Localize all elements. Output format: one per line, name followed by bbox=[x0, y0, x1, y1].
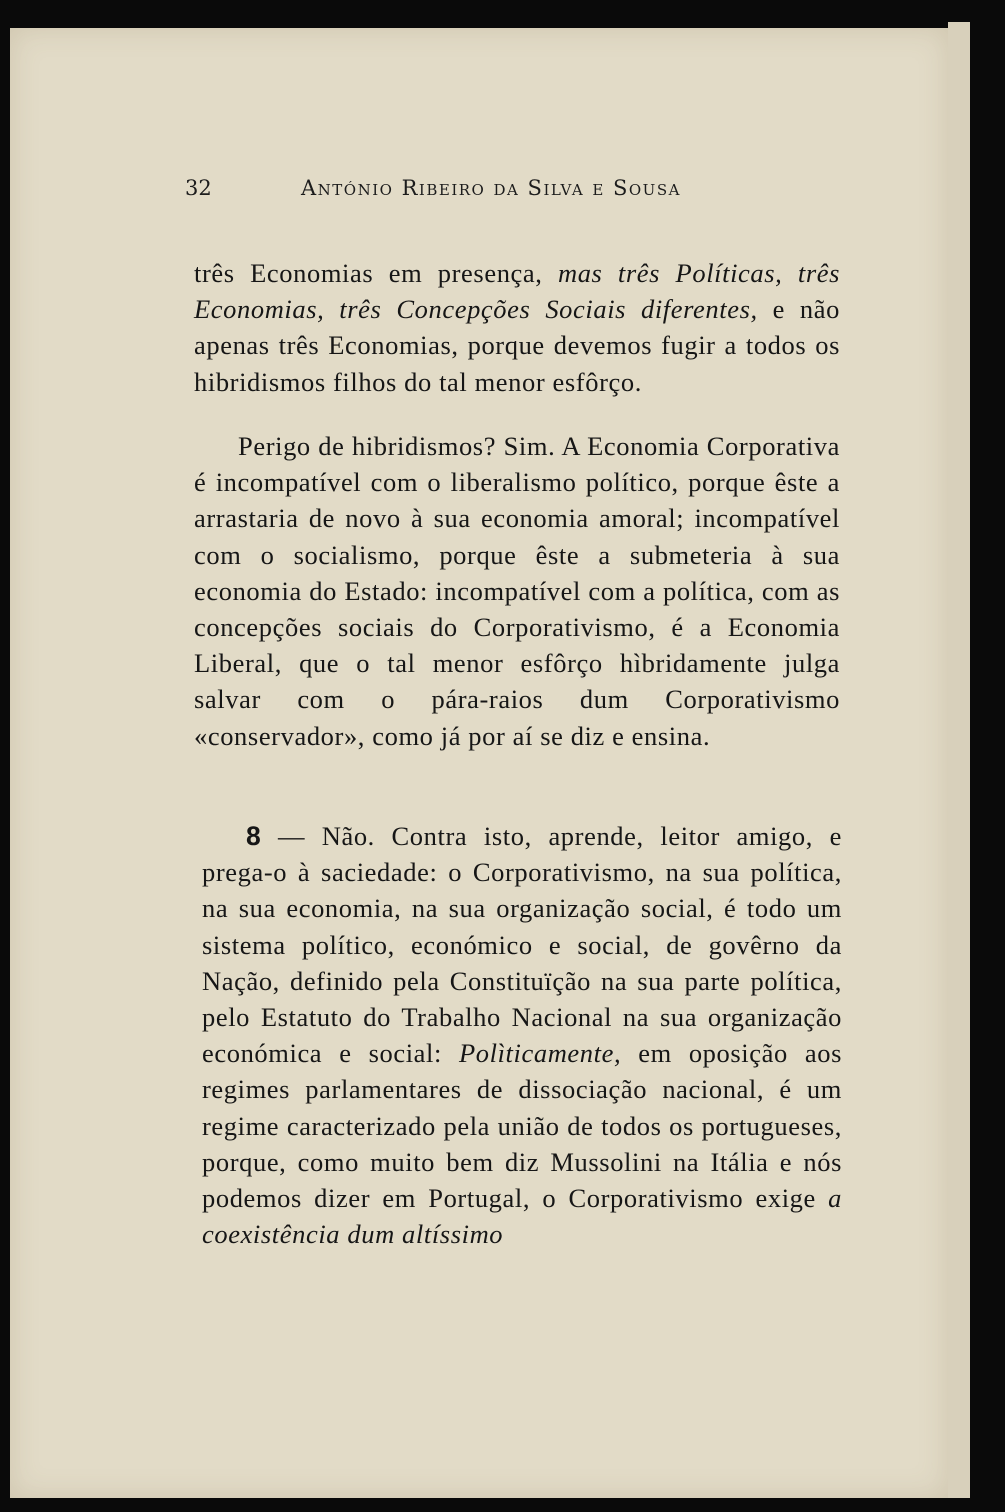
paragraph-2: Perigo de hibridismos? Sim. A Economia Corporativa é incompatível com o liberalismo político, porque êste a arrastaria de novo à sua economia amoral; incompatível com o socialismo, porque êste a submeteria à sua economia do Estado: incompatível com a política, com as concepções sociais do Corporativismo, é a Economia Liberal, que o tal menor esfôrço hìbridamente julga salvar com o pára-raios dum Corporativismo «conservador», como já por aí se diz e ensina. bbox=[194, 431, 840, 751]
book-page bbox=[10, 28, 948, 1498]
page-number: 32 bbox=[185, 176, 212, 200]
paragraph-3: 8 — Não. Contra isto, aprende, leitor amigo, e prega-o à saciedade: o Corporativismo, na sua política, na sua economia, na sua organização social, é todo um sistema político, económico e social, de govêrno da Nação, definido pela Constituïção na sua parte política, pelo Estatuto do Trabalho Nacional na sua organização económica e social: Polìticamente, em oposição aos regimes parlamentares de dissociação nacional, é um regime caracterizado pela união de todos os portugueses, porque, como muito bem diz Mussolini na Itália e nós podemos dizer em Portugal, o Corporativismo exige a coexistência dum altíssimo bbox=[202, 821, 842, 1250]
paragraph-1: três Economias em presença, mas três Políticas, três Economias, três Concepções Sociais diferentes, e não apenas três Economias, porque devemos fugir a todos os hibridismos filhos do tal menor esfôrço. bbox=[194, 258, 841, 397]
italic-phrase-end: a coexistência dum altíssimo bbox=[202, 1183, 842, 1250]
page-edge bbox=[948, 22, 970, 1498]
italic-word: Polìticamente, bbox=[459, 1038, 622, 1069]
running-header bbox=[185, 176, 745, 206]
section-number: 8 bbox=[246, 821, 262, 851]
italic-phrase: mas três Políticas, três Economias, três Concepções Sociais diferentes, bbox=[194, 258, 841, 325]
author-name: António Ribeiro da Silva e Sousa bbox=[301, 176, 681, 200]
